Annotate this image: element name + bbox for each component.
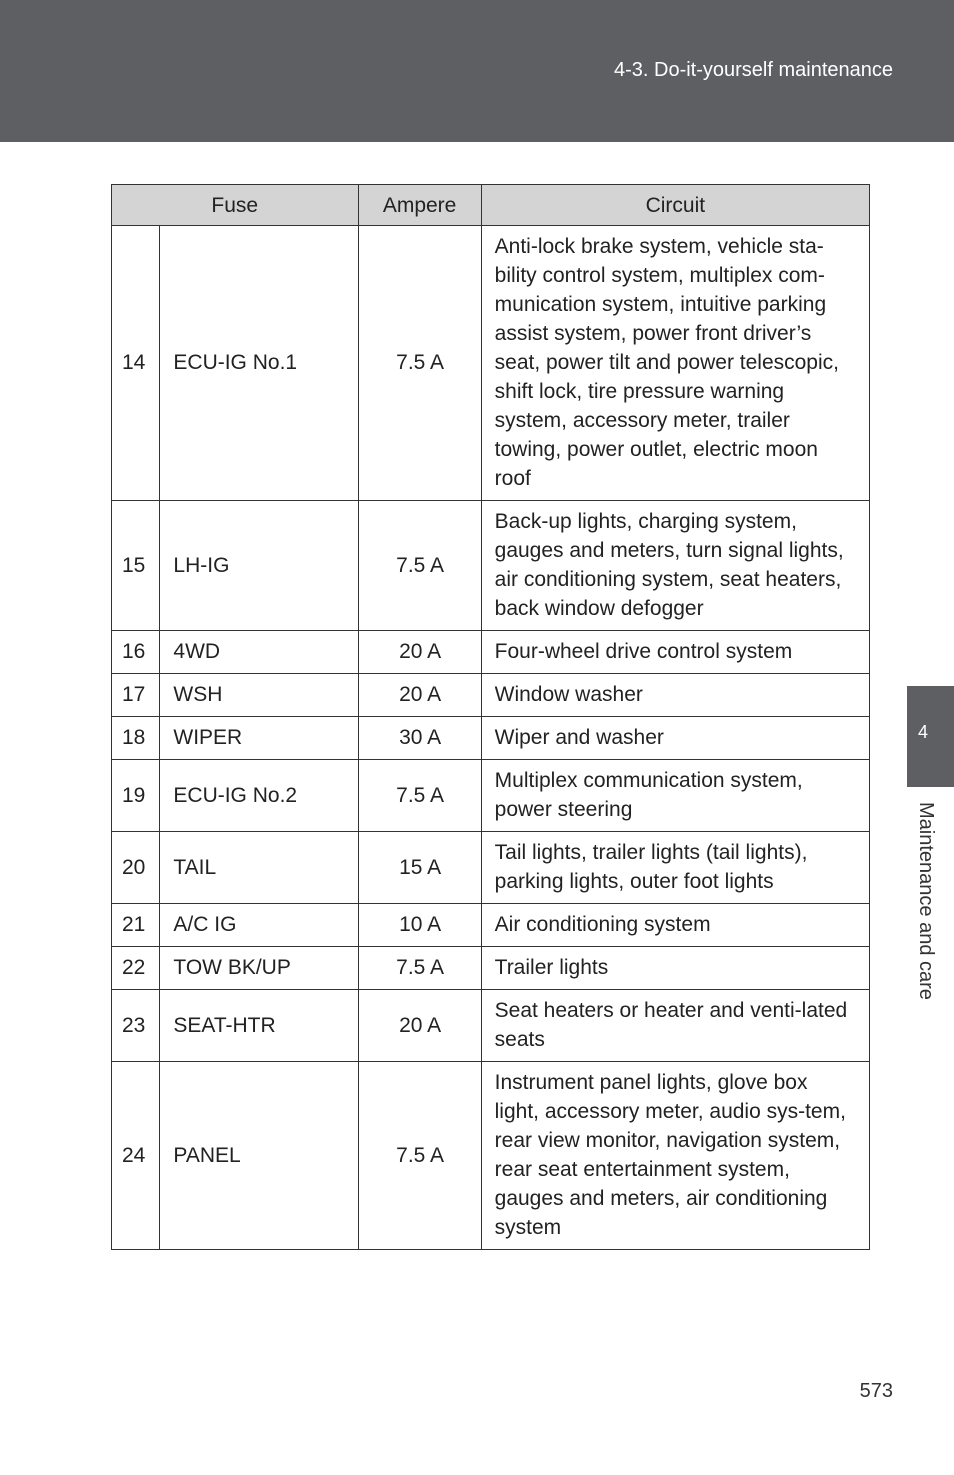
column-header-circuit: Circuit	[481, 185, 869, 226]
fuse-number: 17	[112, 674, 160, 717]
fuse-ampere: 7.5 A	[358, 1062, 481, 1250]
column-header-ampere: Ampere	[358, 185, 481, 226]
table-row	[112, 990, 870, 1062]
fuse-circuit: Window washer	[481, 674, 869, 717]
table-row	[112, 832, 870, 904]
fuse-circuit: Tail lights, trailer lights (tail lights), parking lights, outer foot lights	[481, 832, 869, 904]
fuse-circuit: Anti-lock brake system, vehicle sta-bility control system, multiplex com-munication system, intuitive parking assist system, power front driver’s seat, power tilt and power telescopic, shift lock, tire pressure warning system, accessory meter, trailer towing, power outlet, electric moon roof	[481, 226, 869, 501]
fuse-ampere: 7.5 A	[358, 947, 481, 990]
table-row	[112, 674, 870, 717]
fuse-ampere: 15 A	[358, 832, 481, 904]
fuse-number: 21	[112, 904, 160, 947]
fuse-name: ECU-IG No.1	[160, 226, 358, 501]
fuse-ampere: 20 A	[358, 990, 481, 1062]
fuse-number: 18	[112, 717, 160, 760]
chapter-tab	[907, 686, 954, 787]
fuse-circuit: Trailer lights	[481, 947, 869, 990]
chapter-title: Maintenance and care	[915, 802, 937, 1000]
section-title: 4-3. Do-it-yourself maintenance	[613, 59, 893, 81]
fuse-ampere: 20 A	[358, 674, 481, 717]
table-row	[112, 631, 870, 674]
fuse-circuit: Multiplex communication system, power steering	[481, 760, 869, 832]
fuse-circuit: Air conditioning system	[481, 904, 869, 947]
table-row	[112, 1062, 870, 1250]
fuse-name: TAIL	[160, 832, 358, 904]
fuse-table	[111, 184, 870, 1250]
fuse-name: ECU-IG No.2	[160, 760, 358, 832]
fuse-number: 24	[112, 1062, 160, 1250]
table-header-row	[112, 185, 870, 226]
fuse-number: 20	[112, 832, 160, 904]
page-header	[0, 0, 954, 142]
chapter-number: 4	[917, 722, 928, 742]
fuse-number: 16	[112, 631, 160, 674]
fuse-name: LH-IG	[160, 501, 358, 631]
fuse-circuit: Wiper and washer	[481, 717, 869, 760]
fuse-ampere: 10 A	[358, 904, 481, 947]
fuse-circuit: Seat heaters or heater and venti-lated seats	[481, 990, 869, 1062]
fuse-name: WSH	[160, 674, 358, 717]
fuse-ampere: 7.5 A	[358, 226, 481, 501]
fuse-name: SEAT-HTR	[160, 990, 358, 1062]
fuse-circuit: Instrument panel lights, glove box light, accessory meter, audio sys-tem, rear view monitor, navigation system, rear seat entertainment system, gauges and meters, air conditioning system	[481, 1062, 869, 1250]
table-row	[112, 501, 870, 631]
fuse-ampere: 20 A	[358, 631, 481, 674]
fuse-ampere: 30 A	[358, 717, 481, 760]
fuse-number: 19	[112, 760, 160, 832]
fuse-name: TOW BK/UP	[160, 947, 358, 990]
fuse-circuit: Back-up lights, charging system, gauges and meters, turn signal lights, air conditioning system, seat heaters, back window defogger	[481, 501, 869, 631]
fuse-number: 15	[112, 501, 160, 631]
table-row	[112, 760, 870, 832]
fuse-circuit: Four-wheel drive control system	[481, 631, 869, 674]
column-header-fuse: Fuse	[112, 185, 359, 226]
fuse-ampere: 7.5 A	[358, 760, 481, 832]
fuse-name: PANEL	[160, 1062, 358, 1250]
table-row	[112, 226, 870, 501]
fuse-number: 23	[112, 990, 160, 1062]
fuse-number: 22	[112, 947, 160, 990]
fuse-name: A/C IG	[160, 904, 358, 947]
table-row	[112, 947, 870, 990]
table-row	[112, 904, 870, 947]
fuse-ampere: 7.5 A	[358, 501, 481, 631]
fuse-name: 4WD	[160, 631, 358, 674]
table-row	[112, 717, 870, 760]
fuse-name: WIPER	[160, 717, 358, 760]
fuse-number: 14	[112, 226, 160, 501]
page-number: 573	[859, 1380, 893, 1402]
